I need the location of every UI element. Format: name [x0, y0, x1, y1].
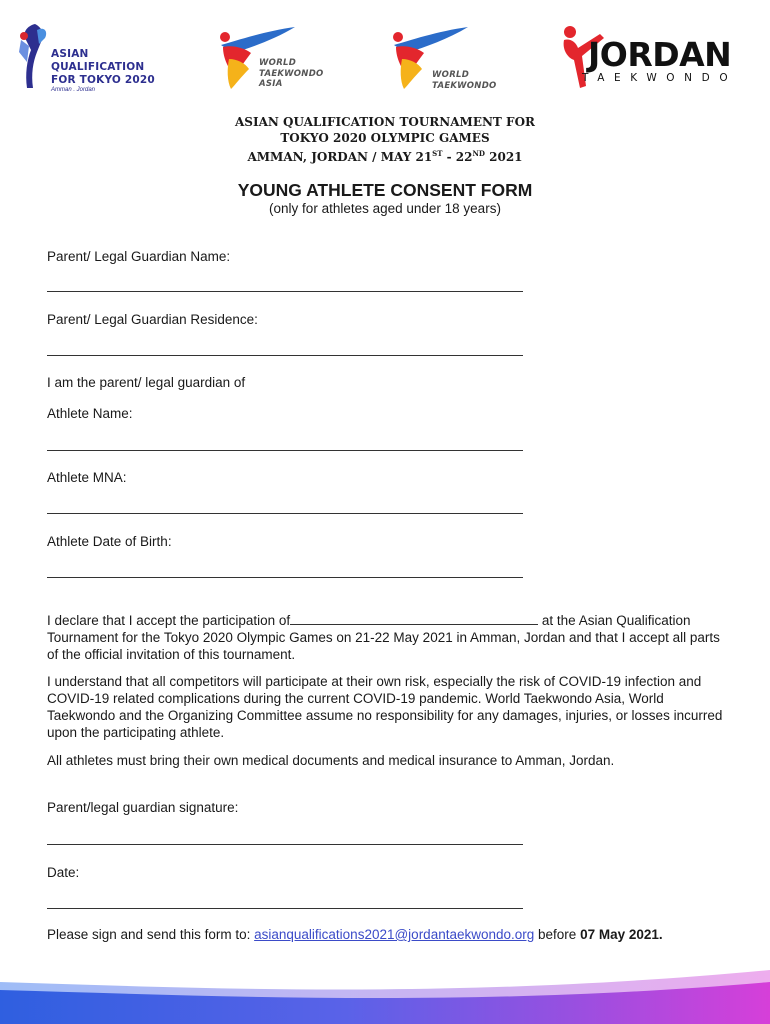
world-taekwondo-logo [388, 25, 518, 95]
tournament-line-1: ASIAN QUALIFICATION TOURNAMENT FOR [235, 115, 535, 129]
athlete-dob-label: Athlete Date of Birth: [47, 534, 172, 549]
athlete-mna-field[interactable] [47, 513, 523, 514]
date-suffix-2: ND [472, 149, 485, 158]
asian-qualification-logo [15, 22, 165, 92]
deadline-text: 07 May 2021. [580, 927, 663, 942]
declaration-text-end: at the Asian Qualification Tournament for the Tokyo 2020 Olympic Games on 21-22 May 2021 in Amman, Jordan and that I accept all parts of the official invitation of this tournament. [47, 613, 720, 662]
guardian-name-label: Parent/ Legal Guardian Name: [47, 249, 231, 264]
before-text: before [534, 927, 581, 942]
date-dash: - 22 [442, 150, 473, 164]
tournament-line-3 [0, 146, 770, 165]
tournament-year: 2021 [484, 150, 523, 164]
guardian-residence-label: Parent/ Legal Guardian Residence: [47, 312, 258, 327]
email-link[interactable]: asianqualifications2021@jordantaekwondo.org [254, 927, 535, 942]
aq-line-1: ASIAN [51, 48, 89, 60]
send-text: Please sign and send this form to: [47, 927, 255, 942]
athlete-mna-label: Athlete MNA: [47, 470, 127, 485]
aq-line-3: FOR TOKYO 2020 [51, 74, 155, 86]
athlete-dob-field[interactable] [47, 577, 523, 578]
jordan-taekwondo-logo [560, 24, 750, 94]
tournament-line-2: TOKYO 2020 OLYMPIC GAMES [280, 131, 490, 145]
guardian-residence-field[interactable] [47, 355, 523, 356]
date-field[interactable] [47, 908, 523, 909]
world-taekwondo-asia-logo [215, 25, 345, 95]
tournament-location-date: AMMAN, JORDAN / MAY 21 [247, 150, 433, 164]
date-suffix-1: ST [432, 149, 443, 158]
date-label: Date: [47, 865, 80, 880]
wt-asia-line-3: ASIA [259, 79, 283, 89]
form-subtitle: (only for athletes aged under 18 years) [269, 201, 501, 216]
medical-paragraph: All athletes must bring their own medical documents and medical insurance to Amman, Jordan. [47, 753, 615, 768]
athlete-name-label: Athlete Name: [47, 406, 133, 421]
guardian-name-field[interactable] [47, 291, 523, 292]
wt-line-2: TAEKWONDO [432, 80, 497, 91]
aq-subtitle: Amman . Jordan [51, 87, 96, 93]
footer-wave-decoration [0, 960, 770, 1024]
understanding-paragraph: I understand that all competitors will participate at their own risk, especially the risk of COVID-19 infection and COVID-19 related complications during the current COVID-19 pandemic. World Taekwondo Asia, World Taekwondo and the Organizing Committee assume no responsibility for any damages, injuries, or losses incurred upon the participating athlete. [47, 674, 723, 740]
athlete-kick-icon [15, 22, 49, 90]
athlete-name-field[interactable] [47, 450, 523, 451]
participation-blank-field[interactable] [290, 613, 538, 625]
signature-label: Parent/legal guardian signature: [47, 800, 239, 815]
send-instructions [47, 926, 727, 943]
declaration-text-start: I declare that I accept the participation of [47, 613, 291, 628]
signature-field[interactable] [47, 844, 523, 845]
wt-asia-line-2: TAEKWONDO [259, 68, 324, 79]
jordan-wordmark: JORDAN [588, 35, 732, 74]
taekwondo-wordmark: TAEKWONDO [582, 72, 738, 84]
wt-asia-line-1: WORLD [259, 58, 297, 68]
declaration-paragraph [47, 612, 727, 663]
i-am-guardian-text: I am the parent/ legal guardian of [47, 375, 246, 390]
form-title: YOUNG ATHLETE CONSENT FORM [237, 180, 533, 200]
aq-line-2: QUALIFICATION [51, 61, 145, 73]
wt-line-1: WORLD [432, 70, 470, 80]
